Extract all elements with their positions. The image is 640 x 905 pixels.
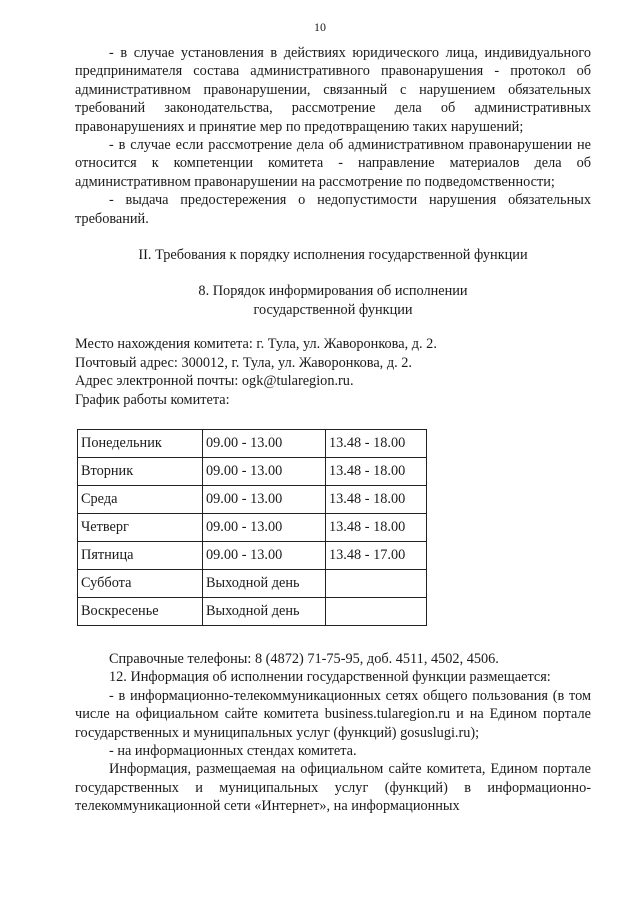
- morning-hours-cell: Выходной день: [203, 597, 326, 625]
- subsection-heading-line1: 8. Порядок информирования об исполнении: [198, 283, 468, 300]
- item12-bullet-networks: - в информационно-телекоммуникационных сетях общего пользования (в том числе на официальном сайте комитета business.tularegion.ru и на Едином портале государственных и муниципальных услуг (функций) gosuslugi.ru);: [75, 687, 591, 741]
- afternoon-hours-cell: [326, 569, 427, 597]
- email-line: Адрес электронной почты: ogk@tularegion.ru.: [75, 373, 354, 390]
- item12-bullet-stands: - на информационных стендах комитета.: [109, 742, 357, 759]
- table-row: [78, 597, 427, 625]
- intro-item-protocol: - в случае установления в действиях юридического лица, индивидуального предпринимателя состава административного правонарушения - протокол об административном правонарушении, связанный с нарушением обязательных требований законодательства, рассмотрение дела об административных правонарушениях и принятие мер по предотвращению таких нарушений;: [75, 45, 591, 135]
- table-row: [78, 541, 427, 569]
- afternoon-hours-cell: 13.48 - 18.00: [326, 485, 427, 513]
- postal-address-line: Почтовый адрес: 300012, г. Тула, ул. Жаворонкова, д. 2.: [75, 354, 412, 371]
- afternoon-hours-cell: 13.48 - 18.00: [326, 429, 427, 457]
- item12-title: 12. Информация об исполнении государственной функции размещается:: [109, 669, 551, 686]
- document-body: [75, 44, 591, 816]
- location-line: Место нахождения комитета: г. Тула, ул. Жаворонкова, д. 2.: [75, 336, 437, 353]
- morning-hours-cell: 09.00 - 13.00: [203, 541, 326, 569]
- morning-hours-cell: Выходной день: [203, 569, 326, 597]
- table-row: [78, 513, 427, 541]
- morning-hours-cell: 09.00 - 13.00: [203, 429, 326, 457]
- page-number: 10: [314, 20, 326, 34]
- day-cell: Понедельник: [78, 429, 203, 457]
- intro-item-warning: - выдача предостережения о недопустимости нарушения обязательных требований.: [75, 192, 591, 227]
- morning-hours-cell: 09.00 - 13.00: [203, 485, 326, 513]
- afternoon-hours-cell: 13.48 - 18.00: [326, 457, 427, 485]
- phones-line: Справочные телефоны: 8 (4872) 71-75-95, доб. 4511, 4502, 4506.: [109, 650, 499, 667]
- schedule-label: График работы комитета:: [75, 391, 230, 408]
- day-cell: Четверг: [78, 513, 203, 541]
- subsection-heading-line2: государственной функции: [253, 301, 413, 318]
- contact-block: [75, 335, 591, 409]
- morning-hours-cell: 09.00 - 13.00: [203, 513, 326, 541]
- morning-hours-cell: 09.00 - 13.00: [203, 457, 326, 485]
- day-cell: Среда: [78, 485, 203, 513]
- table-row: [78, 485, 427, 513]
- afternoon-hours-cell: [326, 597, 427, 625]
- section-heading: II. Требования к порядку исполнения государственной функции: [138, 247, 528, 264]
- day-cell: Вторник: [78, 457, 203, 485]
- intro-item-transfer: - в случае если рассмотрение дела об административном правонарушении не относится к компетенции комитета - направление материалов дела об административном правонарушении на рассмотрение по подведомственности;: [75, 137, 591, 190]
- table-row: [78, 429, 427, 457]
- day-cell: Воскресенье: [78, 597, 203, 625]
- schedule-table: [77, 429, 427, 626]
- day-cell: Суббота: [78, 569, 203, 597]
- afternoon-hours-cell: 13.48 - 18.00: [326, 513, 427, 541]
- table-row: [78, 569, 427, 597]
- afternoon-hours-cell: 13.48 - 17.00: [326, 541, 427, 569]
- table-row: [78, 457, 427, 485]
- day-cell: Пятница: [78, 541, 203, 569]
- final-paragraph: Информация, размещаемая на официальном сайте комитета, Едином портале государственных и муниципальных услуг (функций) в информационно-телекоммуникационной сети «Интернет», на информационных: [75, 761, 591, 815]
